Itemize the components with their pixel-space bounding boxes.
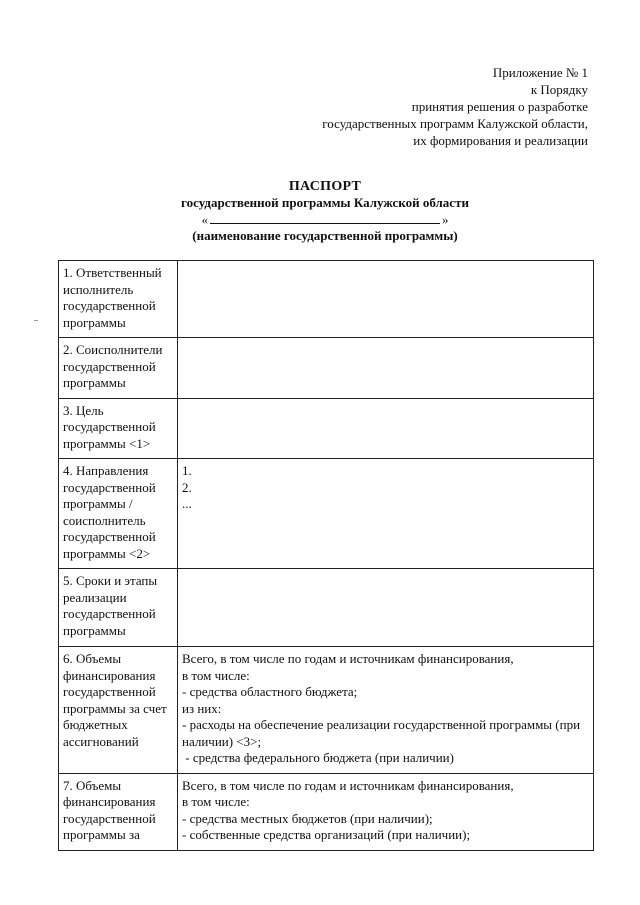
row-label: 7. Объемы финансирования государственной программы за	[59, 773, 178, 850]
value-line: - средства областного бюджета;	[182, 684, 358, 699]
row-label: 3. Цель государственной программы <1>	[59, 398, 178, 459]
value-line: Всего, в том числе по годам и источникам финансирования,	[182, 777, 514, 793]
value-line: 2.	[182, 479, 192, 495]
table-row	[59, 569, 594, 647]
row-label: 5. Сроки и этапы реализации государственной программы	[59, 569, 178, 647]
row-value	[178, 261, 594, 338]
appendix-line-1: Приложение № 1	[492, 65, 588, 80]
passport-subtitle: государственной программы Калужской области	[181, 195, 469, 210]
value-line: Всего, в том числе по годам и источникам финансирования,	[182, 651, 514, 666]
table-row	[59, 261, 594, 338]
value-line: - средства федерального бюджета (при наличии)	[182, 750, 454, 765]
value-line: в том числе:	[182, 667, 250, 683]
margin-mark	[34, 320, 38, 321]
value-line: из них:	[182, 700, 222, 716]
value-line: 1.	[182, 463, 192, 478]
appendix-line-2: к Порядку	[530, 82, 588, 97]
table-row	[59, 459, 594, 569]
value-line: - собственные средства организаций (при наличии);	[182, 827, 471, 842]
table-row	[59, 647, 594, 774]
program-name-blank	[210, 211, 440, 224]
row-label: 4. Направления государственной программы / соисполнитель государственной программы <2>	[59, 459, 178, 569]
table-row	[59, 398, 594, 459]
appendix-line-3: принятия решения о разработке	[411, 99, 588, 114]
quote-open: «	[201, 212, 208, 227]
row-value	[178, 459, 594, 569]
value-line: в том числе:	[182, 794, 250, 809]
value-line: - расходы на обеспечение реализации государственной программы (при наличии) <3>;	[182, 717, 581, 749]
row-label: 1. Ответственный исполнитель государственной программы	[59, 261, 178, 338]
value-line: - средства местных бюджетов (при наличии);	[182, 810, 433, 826]
row-value	[178, 398, 594, 459]
row-value	[178, 773, 594, 850]
row-label: 6. Объемы финансирования государственной программы за счет бюджетных ассигнований	[59, 647, 178, 774]
quote-close: »	[442, 212, 449, 227]
row-value	[178, 338, 594, 399]
passport-table	[58, 260, 594, 851]
program-name-line	[60, 211, 590, 228]
passport-title: ПАСПОРТ	[288, 179, 362, 194]
passport-heading	[60, 179, 590, 244]
row-value	[178, 647, 594, 774]
row-value	[178, 569, 594, 647]
appendix-line-5: их формирования и реализации	[413, 133, 588, 148]
appendix-line-4: государственных программ Калужской области,	[322, 116, 588, 131]
value-line: ...	[182, 496, 192, 511]
table-row	[59, 338, 594, 399]
row-label: 2. Соисполнители государственной программы	[59, 338, 178, 399]
program-name-hint: (наименование государственной программы)	[192, 228, 458, 243]
table-row	[59, 773, 594, 850]
appendix-block	[258, 64, 588, 149]
